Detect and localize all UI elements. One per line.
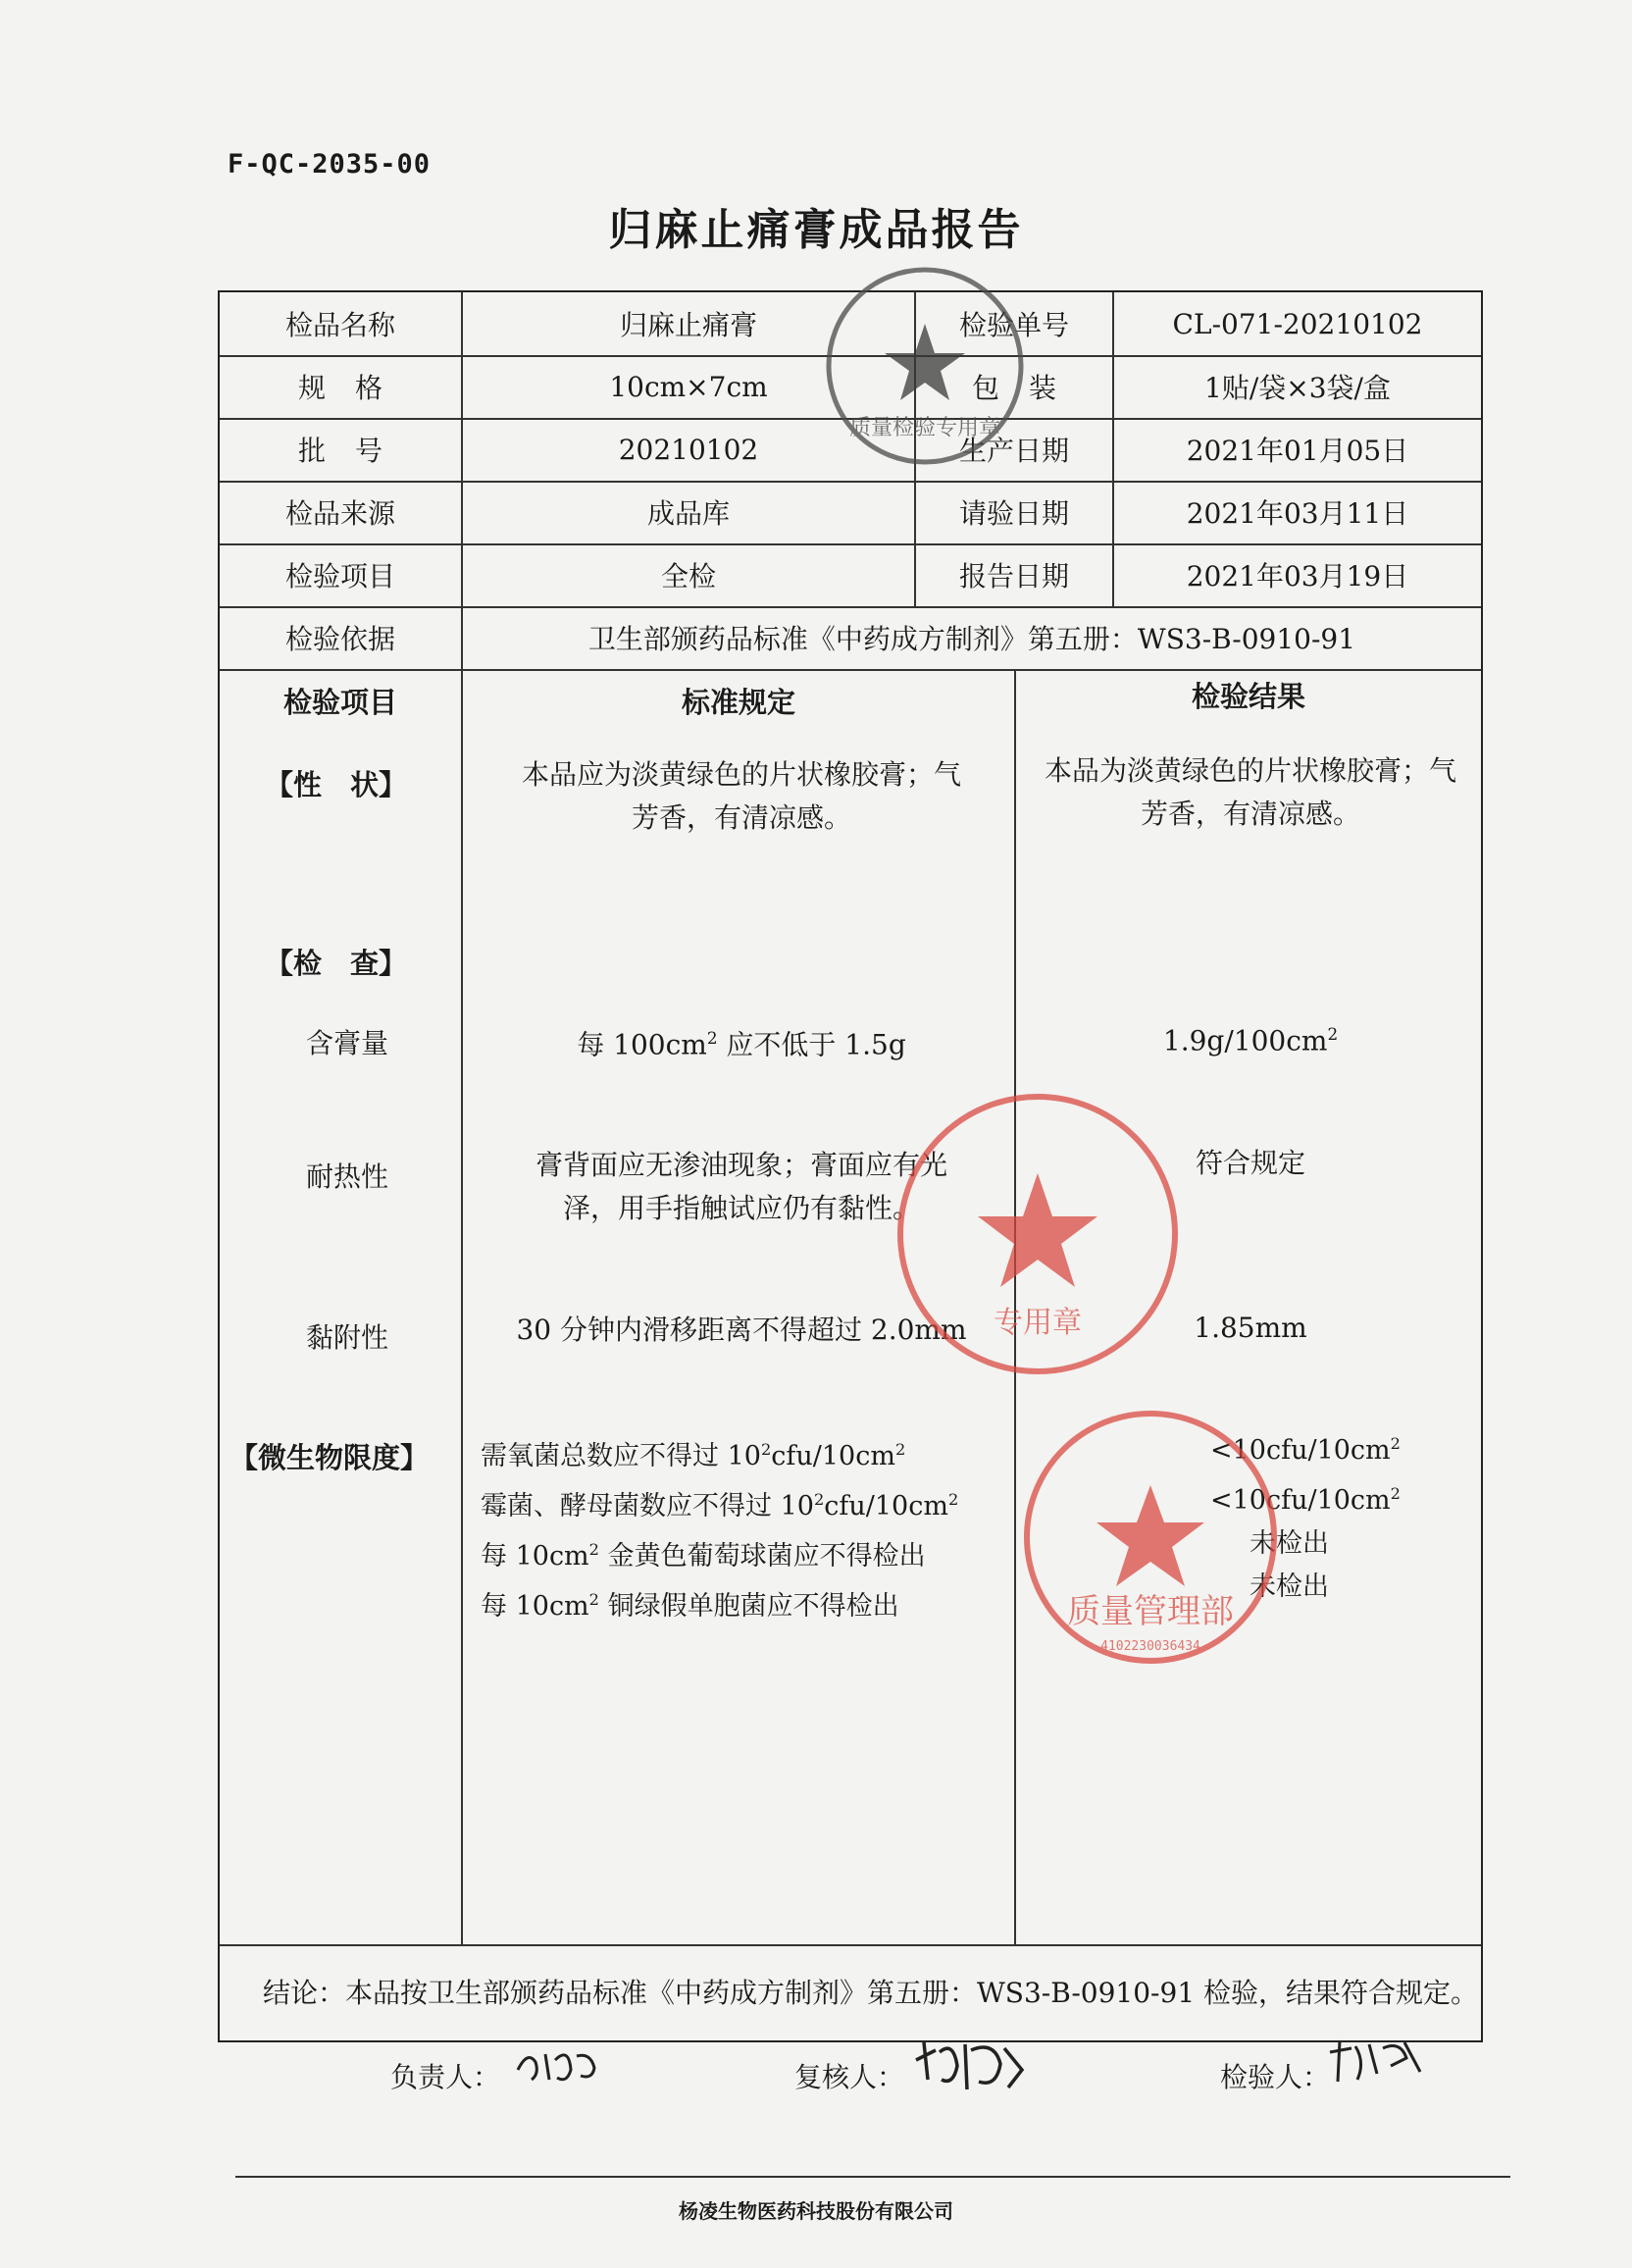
spec: 10cm×7cm [609, 370, 768, 403]
appearance-result [1018, 749, 1483, 836]
heat-standard: 膏背面应无渗油现象；膏面应有光 泽，用手指触试应仍有黏性。 [535, 1149, 947, 1224]
report-table [218, 290, 1483, 2042]
spec-label: 规格 [297, 372, 412, 404]
adhesion-standard: 30 分钟内滑移距离不得超过 2.0mm [516, 1314, 967, 1346]
source-label: 检品来源 [284, 497, 395, 530]
conclusion: 结论：本品按卫生部颁药品标准《中药成方制剂》第五册：WS3-B-0910-91 检验，结果符合规定。 [263, 1977, 1479, 2009]
test-items: 全检 [660, 560, 716, 593]
prod-date: 2021年01月05日 [1186, 435, 1409, 467]
content-standard: 每 $100cm^2$ 应不低于 1.5g [577, 1028, 906, 1061]
svg-text:专用章: 专用章 [994, 1306, 1082, 1340]
appearance-standard-line2: 芳香，有清凉感。 [631, 801, 851, 834]
results-header-item: 检验项目 [282, 685, 397, 719]
content-result: $1.9g/100cm^2$ [1162, 1024, 1339, 1057]
source: 成品库 [646, 497, 730, 530]
responsible-label: 负责人： [390, 2061, 501, 2093]
report-no: CL-071-20210102 [1172, 307, 1423, 340]
product-name-label: 检品名称 [284, 309, 395, 341]
prod-date-label: 生产日期 [958, 435, 1069, 467]
reviewer-signature [906, 2031, 1034, 2099]
responsible-signature [510, 2040, 608, 2089]
appearance-section: 【性 状】 [265, 768, 408, 801]
batch-label: 批号 [297, 435, 412, 467]
micro-section: 【微生物限度】 [230, 1441, 430, 1474]
report-date: 2021年03月19日 [1186, 560, 1409, 593]
content-item: 含膏量 [306, 1027, 389, 1059]
inspection-section: 【检 查】 [265, 947, 408, 980]
results-header-standard: 标准规定 [681, 685, 795, 719]
basis: 卫生部颁药品标准《中药成方制剂》第五册：WS3-B-0910-91 [587, 623, 1356, 655]
micro-standard-row: 需氧菌总数应不得过 $10^2cfu/10cm^2$ [481, 1440, 906, 1471]
micro-standard-row: 每 $10cm^2$ 金黄色葡萄球菌应不得检出 [481, 1540, 926, 1572]
appearance-result-line1: 本品为淡黄绿色的片状橡胶膏；气 [1044, 754, 1456, 787]
report-date-label: 报告日期 [958, 560, 1069, 593]
micro-standards [481, 1428, 1010, 1628]
request-date: 2021年03月11日 [1186, 497, 1409, 530]
micro-result-row: 未检出 [1250, 1528, 1329, 1559]
test-items-label: 检验项目 [284, 560, 395, 593]
appearance-standard-line1: 本品应为淡黄绿色的片状橡胶膏；气 [521, 758, 961, 791]
product-name: 归麻止痛膏 [619, 309, 757, 341]
micro-result-row: 未检出 [1250, 1572, 1329, 1602]
svg-text:质量检验专用章: 质量检验专用章 [848, 416, 1001, 440]
results-header-result: 检验结果 [1191, 679, 1305, 713]
footer-divider [235, 2176, 1510, 2178]
heat-result: 符合规定 [1195, 1147, 1305, 1179]
adhesion-result: 1.85mm [1194, 1312, 1307, 1344]
appearance-result-line2: 芳香，有清凉感。 [1140, 798, 1360, 830]
report-title: 归麻止痛膏成品报告 [608, 205, 1024, 255]
report-no-label: 检验单号 [958, 309, 1069, 341]
svg-text:质量管理部: 质量管理部 [1067, 1592, 1234, 1631]
batch: 20210102 [618, 433, 759, 466]
inspector-label: 检验人： [1220, 2061, 1331, 2093]
package: 1贴/袋×3袋/盒 [1204, 372, 1391, 404]
micro-result-row: $<10cfu/10cm^2$ [1210, 1484, 1401, 1516]
svg-text:4102230036434: 4102230036434 [1100, 1639, 1200, 1654]
footer-company: 杨凌生物医药科技股份有限公司 [679, 2199, 953, 2223]
reviewer-label: 复核人： [794, 2061, 905, 2093]
appearance-standard [471, 753, 1012, 840]
qa-stamp [822, 263, 1028, 469]
micro-standard-row: 霉菌、酵母菌数应不得过 $10^2cfu/10cm^2$ [481, 1490, 959, 1521]
inspector-signature [1322, 2033, 1430, 2091]
heat-item: 耐热性 [306, 1160, 389, 1193]
micro-result-row: $<10cfu/10cm^2$ [1210, 1434, 1401, 1466]
micro-standard-row: 每 $10cm^2$ 铜绿假单胞菌应不得检出 [481, 1590, 899, 1622]
form-code: F-QC-2035-00 [228, 149, 432, 180]
dept-stamp [1018, 1405, 1283, 1670]
package-label: 包装 [971, 372, 1086, 404]
request-date-label: 请验日期 [958, 497, 1069, 530]
adhesion-item: 黏附性 [306, 1321, 389, 1354]
basis-label: 检验依据 [284, 623, 395, 655]
company-stamp [891, 1087, 1185, 1381]
